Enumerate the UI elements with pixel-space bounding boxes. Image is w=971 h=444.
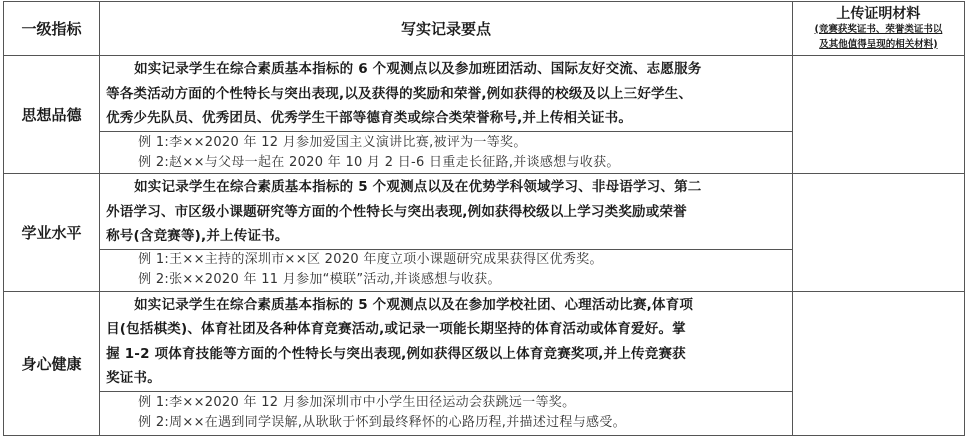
examples-cell <box>100 391 793 435</box>
examples-cell <box>100 249 793 291</box>
description-line: 如实记录学生在综合素质基本指标的 5 个观测点以及在优势学科领域学习、非母语学习、第二 <box>134 179 702 195</box>
indicator-moral: 思想品德 <box>4 56 100 174</box>
description-line: 外语学习、市区级小课题研究等方面的个性特长与突出表现,例如获得校级以上学习类奖励或荣誉 <box>106 203 687 220</box>
examples-cell <box>100 132 793 174</box>
description-line: 等各类活动方面的个性特长与突出表现,以及获得的奖励和荣誉,例如获得的校级及以上三好学生、 <box>106 85 693 102</box>
row-health <box>4 291 965 391</box>
description-health <box>100 291 793 391</box>
header-upload-title: 上传证明材料 <box>836 5 921 22</box>
description-line: 握 1-2 项体育技能等方面的个性特长与突出表现,例如获得区级以上体育竞赛奖项,并上传竞赛获 <box>106 345 686 362</box>
description-line: 称号(含竞赛等),并上传证书。 <box>106 228 289 244</box>
upload-cell-moral[interactable] <box>792 56 964 174</box>
description-line: 奖证书。 <box>106 370 161 386</box>
example-item: 例 2:张××2020 年 11 月参加“模联”活动,并谈感想与收获。 <box>138 272 501 287</box>
indicator-academic: 学业水平 <box>4 174 100 292</box>
example-item: 例 2:周××在遇到同学误解,从耿耿于怀到最终释怀的心路历程,并描述过程与感受。 <box>138 415 626 430</box>
description-academic <box>100 174 793 250</box>
example-item: 例 1:王××主持的深圳市××区 2020 年度立项小课题研究成果获得区优秀奖。 <box>138 252 603 267</box>
row-academic <box>4 174 965 250</box>
header-upload <box>792 2 964 56</box>
header-row <box>4 2 965 56</box>
header-upload-note-2: 及其他值得呈现的相关材料) <box>819 38 938 50</box>
description-line: 优秀少先队员、优秀团员、优秀学生干部等德育类或综合类荣誉称号,并上传相关证书。 <box>106 110 633 127</box>
indicator-health: 身心健康 <box>4 291 100 435</box>
description-moral <box>100 56 793 132</box>
example-item: 例 1:李××2020 年 12 月参加爱国主义演讲比赛,被评为一等奖。 <box>138 134 527 150</box>
header-upload-note-1: (竞赛获奖证书、荣誉类证书以 <box>814 23 943 35</box>
upload-cell-health[interactable] <box>792 291 964 435</box>
description-line: 如实记录学生在综合素质基本指标的 5 个观测点以及在参加学校社团、心理活动比赛,体育项 <box>134 296 694 313</box>
records-table <box>3 1 965 436</box>
header-indicator: 一级指标 <box>4 2 100 56</box>
description-line: 如实记录学生在综合素质基本指标的 6 个观测点以及参加班团活动、国际友好交流、志愿服务 <box>134 61 702 78</box>
example-item: 例 1:李××2020 年 12 月参加深圳市中小学生田径运动会获跳远一等奖。 <box>138 395 576 410</box>
description-line: 目(包括棋类)、体育社团及各种体育竞赛活动,或记录一项能长期坚持的体育活动或体育爱好。掌 <box>106 321 686 337</box>
row-moral <box>4 56 965 132</box>
upload-cell-academic[interactable] <box>792 174 964 292</box>
example-item: 例 2:赵××与父母一起在 2020 年 10 月 2 日-6 日重走长征路,并谈感想与收获。 <box>138 154 620 170</box>
header-key-points: 写实记录要点 <box>100 2 793 56</box>
